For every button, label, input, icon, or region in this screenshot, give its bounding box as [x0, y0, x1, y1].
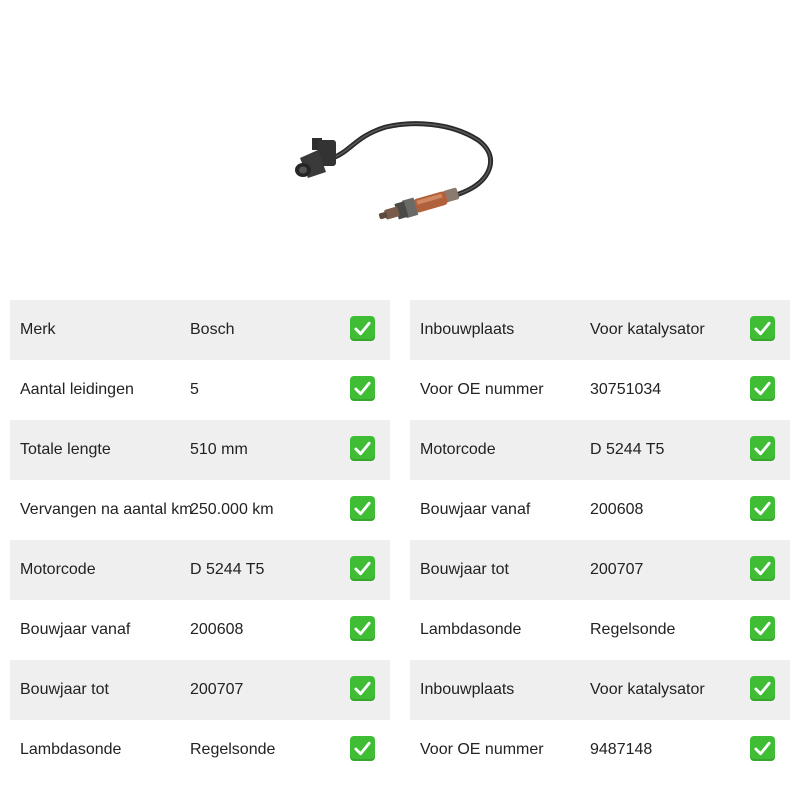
- spec-row: [10, 600, 390, 660]
- spec-row: [10, 300, 390, 360]
- check-mark-icon: [750, 736, 775, 761]
- spec-label: Bouwjaar tot: [20, 681, 109, 698]
- spec-value: D 5244 T5: [190, 561, 265, 578]
- spec-value: 510 mm: [190, 441, 248, 458]
- spec-label: Aantal leidingen: [20, 381, 134, 398]
- check-mark-icon: [350, 316, 375, 341]
- spec-row: [410, 480, 790, 540]
- check-mark-icon: [750, 676, 775, 701]
- spec-value: Voor katalysator: [590, 681, 705, 698]
- spec-value: 5: [190, 381, 199, 398]
- spec-label: Vervangen na aantal km: [20, 501, 193, 518]
- spec-value: 30751034: [590, 381, 662, 398]
- spec-label: Merk: [20, 321, 56, 338]
- spec-table-right: [410, 300, 790, 780]
- check-mark-icon: [350, 376, 375, 401]
- spec-row: [10, 720, 390, 780]
- spec-label: Motorcode: [20, 561, 96, 578]
- check-mark-icon: [750, 496, 775, 521]
- spec-label: Lambdasonde: [20, 741, 122, 758]
- spec-label: Bouwjaar tot: [420, 561, 509, 578]
- spec-value: 250.000 km: [190, 501, 274, 518]
- spec-label: Inbouwplaats: [420, 681, 515, 698]
- sensor-body: [377, 185, 461, 225]
- check-mark-icon: [350, 616, 375, 641]
- check-mark-icon: [350, 436, 375, 461]
- spec-row: [410, 360, 790, 420]
- spec-row: [10, 660, 390, 720]
- spec-row: [10, 480, 390, 540]
- spec-value: Bosch: [190, 321, 235, 338]
- check-mark-icon: [750, 436, 775, 461]
- spec-label: Bouwjaar vanaf: [420, 501, 531, 518]
- spec-value: D 5244 T5: [590, 441, 665, 458]
- spec-label: Inbouwplaats: [420, 321, 515, 338]
- spec-value: 200608: [590, 501, 644, 518]
- spec-value: 9487148: [590, 741, 653, 758]
- check-mark-icon: [350, 676, 375, 701]
- spec-row: [410, 660, 790, 720]
- check-mark-icon: [750, 316, 775, 341]
- spec-value: 200707: [190, 681, 244, 698]
- check-mark-icon: [750, 616, 775, 641]
- check-mark-icon: [350, 496, 375, 521]
- spec-row: [410, 600, 790, 660]
- spec-value: Voor katalysator: [590, 321, 705, 338]
- spec-label: Motorcode: [420, 441, 496, 458]
- spec-row: [10, 540, 390, 600]
- check-mark-icon: [750, 376, 775, 401]
- spec-value: 200608: [190, 621, 244, 638]
- spec-label: Bouwjaar vanaf: [20, 621, 131, 638]
- spec-label: Lambdasonde: [420, 621, 522, 638]
- spec-row: [410, 300, 790, 360]
- spec-row: [410, 720, 790, 780]
- spec-value: Regelsonde: [190, 741, 276, 758]
- lambda-sensor-image: [0, 0, 800, 300]
- check-mark-icon: [350, 736, 375, 761]
- spec-value: 200707: [590, 561, 644, 578]
- spec-row: [410, 420, 790, 480]
- spec-value: Regelsonde: [590, 621, 676, 638]
- spec-label: Totale lengte: [20, 441, 111, 458]
- product-image: [0, 0, 800, 300]
- check-mark-icon: [350, 556, 375, 581]
- spec-label: Voor OE nummer: [420, 741, 544, 758]
- spec-label: Voor OE nummer: [420, 381, 544, 398]
- check-mark-icon: [750, 556, 775, 581]
- connector-plug: [295, 138, 336, 178]
- spec-row: [410, 540, 790, 600]
- spec-table-left: [10, 300, 390, 780]
- spec-row: [10, 420, 390, 480]
- spec-row: [10, 360, 390, 420]
